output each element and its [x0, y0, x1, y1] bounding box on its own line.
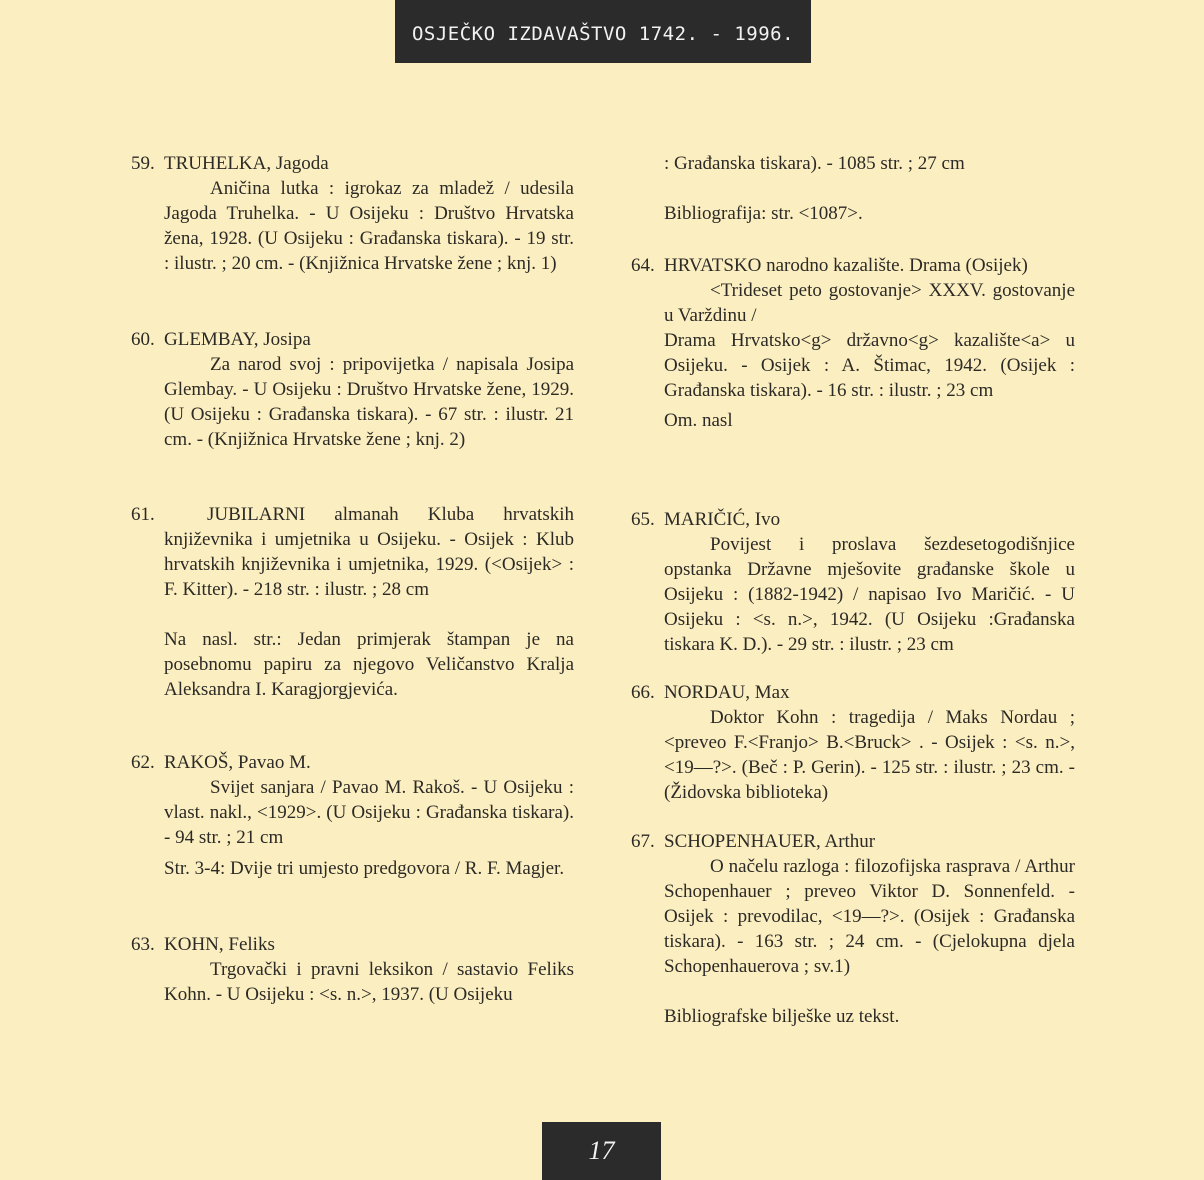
entry-59 [131, 151, 574, 276]
entry-62 [131, 750, 574, 883]
entry-65 [631, 507, 1075, 657]
entry-note: Bibliografija: str. <1087>. [664, 203, 863, 224]
entry-note: Na nasl. str.: Jedan primjerak štampan je na posebnomu papiru za njegovo Veličanstvo Kralja Aleksandra I. Karagjorgjevića. [164, 629, 574, 700]
entry-number: 61. [131, 504, 155, 525]
entry-number: 66. [631, 682, 655, 703]
entry-description: Aničina lutka : igrokaz za mladež / udesila Jagoda Truhelka. - U Osijeku : Društvo Hrvatska žena, 1928. (U Osijeku : Građanska tiskara). - 19 str. : ilustr. ; 20 cm. - (Knjižnica Hrvatske žene ; knj. 1) [164, 178, 574, 274]
entry-60 [131, 327, 574, 452]
entry-67 [631, 829, 1075, 1029]
entry-number: 64. [631, 255, 655, 276]
entry-heading: MARIČIĆ, Ivo [664, 509, 781, 530]
entry-description: Za narod svoj : pripovijetka / napisala Josipa Glembay. - U Osijeku : Društvo Hrvatske žene, 1929. (U Osijeku : Građanska tiskara). - 67 str. : ilustr. 21 cm. - (Knjižnica Hrvatske žene ; knj. 2) [164, 354, 574, 450]
entry-heading: NORDAU, Max [664, 682, 790, 703]
entry-heading: KOHN, Feliks [164, 934, 275, 955]
entry-number: 65. [631, 509, 655, 530]
entry-number: 67. [631, 831, 655, 852]
entry-number: 60. [131, 329, 155, 350]
entry-heading: RAKOŠ, Pavao M. [164, 752, 311, 773]
entry-note: Bibliografske bilješke uz tekst. [664, 1006, 900, 1027]
page-number: 17 [542, 1122, 661, 1180]
entry-description: Svijet sanjara / Pavao M. Rakoš. - U Osijeku : vlast. nakl., <1929>. (U Osijeku : Građanska tiskara). - 94 str. ; 21 cm [164, 777, 574, 848]
running-header: OSJEČKO IZDAVAŠTVO 1742. - 1996. [395, 0, 811, 63]
entry-heading: JUBILARNI almanah Kluba hrvatskih književnika i umjetnika u Osijeku. - Osijek : Klub hrvatskih književnika i umjetnika, 1929. (<Osijek> : F. Kitter). - 218 str. : ilustr. ; 28 cm [164, 504, 574, 600]
entry-description-continued: : Građanska tiskara). - 1085 str. ; 27 cm [664, 153, 965, 174]
entry-description: Trgovački i pravni leksikon / sastavio Feliks Kohn. - U Osijeku : <s. n.>, 1937. (U Osijeku [164, 959, 574, 1005]
entry-number: 59. [131, 153, 155, 174]
entry-64 [631, 253, 1075, 433]
entry-heading: HRVATSKO narodno kazalište. Drama (Osijek) [664, 255, 1028, 276]
entry-number: 63. [131, 934, 155, 955]
entry-heading: SCHOPENHAUER, Arthur [664, 831, 876, 852]
entry-63-continued [631, 151, 1075, 226]
entry-description: O načelu razloga : filozofijska rasprava / Arthur Schopenhauer ; preveo Viktor D. Sonnenfeld. - Osijek : prevodilac, <19—?>. (Osijek : Građanska tiskara). - 163 str. ; 24 cm. - (Cjelokupna djela Schopenhauerova ; sv.1) [664, 856, 1075, 977]
entry-heading: TRUHELKA, Jagoda [164, 153, 329, 174]
entry-description: <Trideset peto gostovanje> XXXV. gostovanje u Varždinu / [664, 280, 1075, 326]
entry-heading: GLEMBAY, Josipa [164, 329, 311, 350]
entry-66 [631, 680, 1075, 805]
entry-description: Povijest i proslava šezdesetogodišnjice opstanka Državne mješovite građanske škole u Osijeku : (1882-1942) / napisao Ivo Maričić. - U Osijeku : <s. n.>, 1942. (U Osijeku :Građanska tiskara K. D.). - 29 str. : ilustr. ; 23 cm [664, 534, 1075, 655]
entry-63 [131, 932, 574, 1007]
entry-description: Doktor Kohn : tragedija / Maks Nordau ; <preveo F.<Franjo> B.<Bruck> . - Osijek : <s. n.>, <19—?>. (Beč : P. Gerin). - 125 str. : ilustr. ; 23 cm. - (Židovska biblioteka) [664, 707, 1075, 803]
entry-note: Om. nasl [664, 410, 733, 431]
entry-note: Str. 3-4: Dvije tri umjesto predgovora / R. F. Magjer. [164, 858, 565, 879]
entry-61 [131, 502, 574, 702]
entry-number: 62. [131, 752, 155, 773]
entry-description-statement: Drama Hrvatsko<g> državno<g> kazalište<a> u Osijeku. - Osijek : A. Štimac, 1942. (Osijek : Građanska tiskara). - 16 str. : ilustr. ; 23 cm [664, 330, 1075, 401]
